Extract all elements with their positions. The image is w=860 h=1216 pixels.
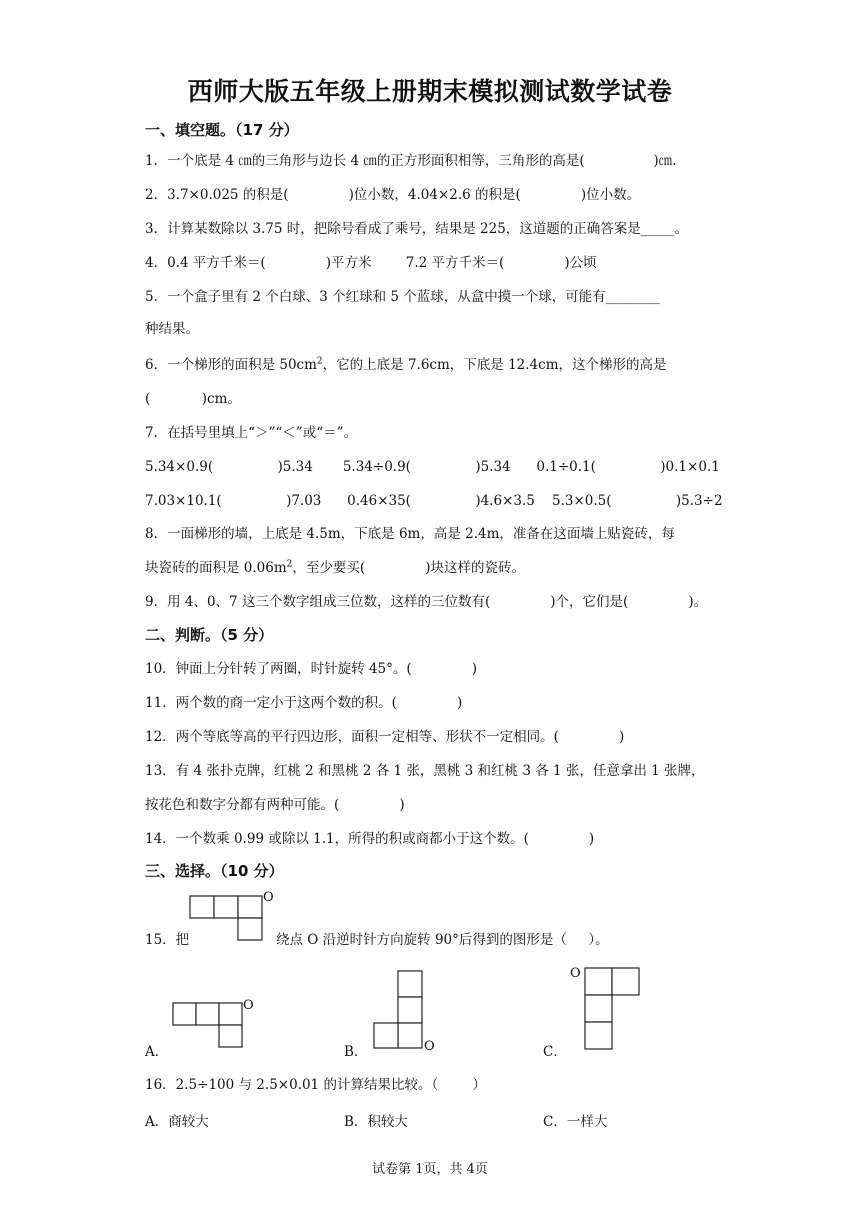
figure-cell — [374, 1023, 398, 1048]
question-7-row-2: 7.03×10.1( )7.03 0.46×35( )4.6×3.5 5.3×0.5( )5.3÷2 — [145, 493, 723, 509]
superscript-2: 2 — [316, 356, 323, 367]
question-9: 9．用 4、0、7 这三个数字组成三位数，这样的三位数有( )个，它们是( )。 — [145, 594, 708, 610]
question-5-line-2: 种结果。 — [145, 321, 199, 337]
point-o-label: O — [570, 966, 581, 981]
question-8-line-1: 8．一面梯形的墙，上底是 4.5m，下底是 6m，高是 2.4m，准备在这面墙上贴瓷砖，每 — [145, 526, 675, 542]
question-8-text-a: 块瓷砖的面积是 0.06m — [145, 560, 287, 576]
q15-option-b-label[interactable]: B． — [344, 1044, 368, 1060]
q16-option-c[interactable]: C．一样大 — [543, 1114, 608, 1130]
section-fill-blank-heading: 一、填空题。（17 分） — [145, 121, 299, 139]
question-6-text-b: ，它的上底是 7.6cm，下底是 12.4cm，这个梯形的高是 — [322, 357, 667, 373]
figure-cell — [585, 968, 612, 995]
figure-cell — [238, 896, 262, 918]
section-judgement-heading: 二、判断。（5 分） — [145, 626, 274, 644]
question-2: 2．3.7×0.025 的积是( )位小数，4.04×2.6 的积是( )位小数。 — [145, 187, 641, 203]
question-8-line-2 — [145, 559, 525, 577]
question-7: 7．在括号里填上“＞”“＜”或“＝”。 — [145, 425, 357, 441]
figure-cell — [585, 1022, 612, 1049]
point-o-label: O — [243, 998, 254, 1013]
page-footer: 试卷第 1页，共 4页 — [372, 1162, 488, 1177]
figure-cell — [398, 997, 422, 1023]
question-1: 1．一个底是 4 ㎝的三角形与边长 4 ㎝的正方形面积相等，三角形的高是( )㎝. — [145, 153, 677, 169]
page-title: 西师大版五年级上册期末模拟测试数学试卷 — [187, 77, 673, 106]
q15-option-a-label[interactable]: A． — [145, 1044, 169, 1060]
q15-option-c-figure[interactable] — [568, 962, 648, 1052]
question-6-line-2: ( )cm。 — [145, 391, 241, 407]
figure-cell — [173, 1003, 196, 1025]
q16-option-b[interactable]: B．积较大 — [344, 1114, 408, 1130]
question-7-row-1: 5.34×0.9( )5.34 5.34÷0.9( )5.34 0.1÷0.1( )0.1×0.1 — [145, 459, 720, 475]
figure-cell — [219, 1025, 242, 1047]
question-6-line-1 — [145, 356, 667, 374]
point-o-label: O — [424, 1039, 435, 1052]
figure-cell — [398, 971, 422, 997]
question-8-text-b: ，至少要买( )块这样的瓷砖。 — [292, 560, 526, 576]
point-o-label: O — [263, 890, 274, 905]
figure-cell — [214, 896, 238, 918]
figure-cell — [219, 1003, 242, 1025]
q16-option-a[interactable]: A．商较大 — [145, 1114, 209, 1130]
figure-cell — [612, 968, 639, 995]
q15-option-a-figure[interactable] — [170, 996, 260, 1052]
q15-original-figure — [186, 889, 276, 945]
question-15-text: 绕点 O 沿逆时针方向旋转 90°后得到的图形是（ ）。 — [276, 932, 609, 948]
figure-cell — [398, 1023, 422, 1048]
q15-option-c-label[interactable]: C． — [543, 1044, 567, 1060]
question-13-line-2: 按花色和数字分都有两种可能。( ) — [145, 797, 405, 813]
question-10: 10．钟面上分针转了两圈，时针旋转 45°。( ) — [145, 661, 478, 677]
figure-cell — [238, 918, 262, 940]
question-6-text-a: 6．一个梯形的面积是 50cm — [145, 357, 317, 373]
superscript-2: 2 — [286, 559, 293, 570]
figure-cell — [196, 1003, 219, 1025]
section-choice-heading: 三、选择。（10 分） — [145, 862, 284, 880]
question-16: 16．2.5÷100 与 2.5×0.01 的计算结果比较。（ ） — [145, 1077, 487, 1093]
q15-option-b-figure[interactable] — [368, 968, 448, 1052]
question-13-line-1: 13．有 4 张扑克牌，红桃 2 和黑桃 2 各 1 张，黑桃 3 和红桃 3 各 1 张，任意拿出 1 张牌， — [145, 763, 705, 779]
question-15-prefix: 15．把 — [145, 932, 190, 948]
figure-cell — [190, 896, 214, 918]
question-11: 11．两个数的商一定小于这两个数的积。( ) — [145, 695, 463, 711]
question-4: 4．0.4 平方千米＝( )平方米 7.2 平方千米＝( )公顷 — [145, 255, 597, 271]
question-3: 3．计算某数除以 3.75 时，把除号看成了乘号，结果是 225，这道题的正确答案是_____。 — [145, 221, 689, 237]
question-12: 12．两个等底等高的平行四边形，面积一定相等、形状不一定相同。( ) — [145, 729, 625, 745]
figure-cell — [585, 995, 612, 1022]
question-14: 14．一个数乘 0.99 或除以 1.1，所得的积或商都小于这个数。( ) — [145, 831, 595, 847]
question-5-line-1: 5．一个盒子里有 2 个白球、3 个红球和 5 个蓝球，从盒中摸一个球，可能有________ — [145, 289, 660, 305]
